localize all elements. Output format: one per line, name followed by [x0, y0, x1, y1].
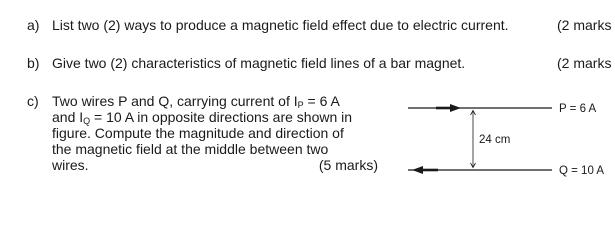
question-c-line-1-right: = 6 A — [303, 93, 340, 109]
wire-p-arrow-icon — [450, 104, 461, 112]
wire-q-arrow-icon — [412, 166, 423, 174]
wire-p — [408, 104, 552, 112]
question-c-marks: (5 marks) — [318, 157, 378, 173]
question-c-line-2-b: = 10 A in opposite directions are shown in — [90, 109, 353, 125]
current-p-subscript: P — [297, 100, 304, 110]
wire-q-label: Q = 10 A — [559, 165, 605, 177]
question-c-line-3-text: figure. Compute the magnitude and direction of — [52, 125, 344, 141]
question-c-line-1-left: Two wires P and Q, carrying current of I — [52, 93, 298, 109]
question-b-letter: b) — [27, 55, 40, 71]
separation-label: 24 cm — [479, 134, 511, 146]
question-c-line-4-text: the magnetic field at the middle between two — [52, 141, 329, 157]
wire-q — [408, 166, 552, 174]
separation-marker — [471, 111, 476, 168]
question-b-text: Give two (2) characteristics of magnetic field lines of a bar magnet. — [52, 55, 466, 71]
question-c-letter: c) — [27, 93, 39, 109]
question-a-text: List two (2) ways to produce a magnetic field effect due to electric current. — [52, 17, 509, 33]
wire-p-label: P = 6 A — [559, 103, 597, 115]
question-c-line-5-text: wires. — [52, 157, 89, 173]
question-a-letter: a) — [27, 17, 40, 33]
question-c-line-2-a: and I — [52, 109, 84, 125]
question-b-marks: (2 marks — [557, 55, 612, 71]
current-q-subscript: Q — [83, 116, 91, 126]
question-a-marks: (2 marks — [557, 17, 612, 33]
